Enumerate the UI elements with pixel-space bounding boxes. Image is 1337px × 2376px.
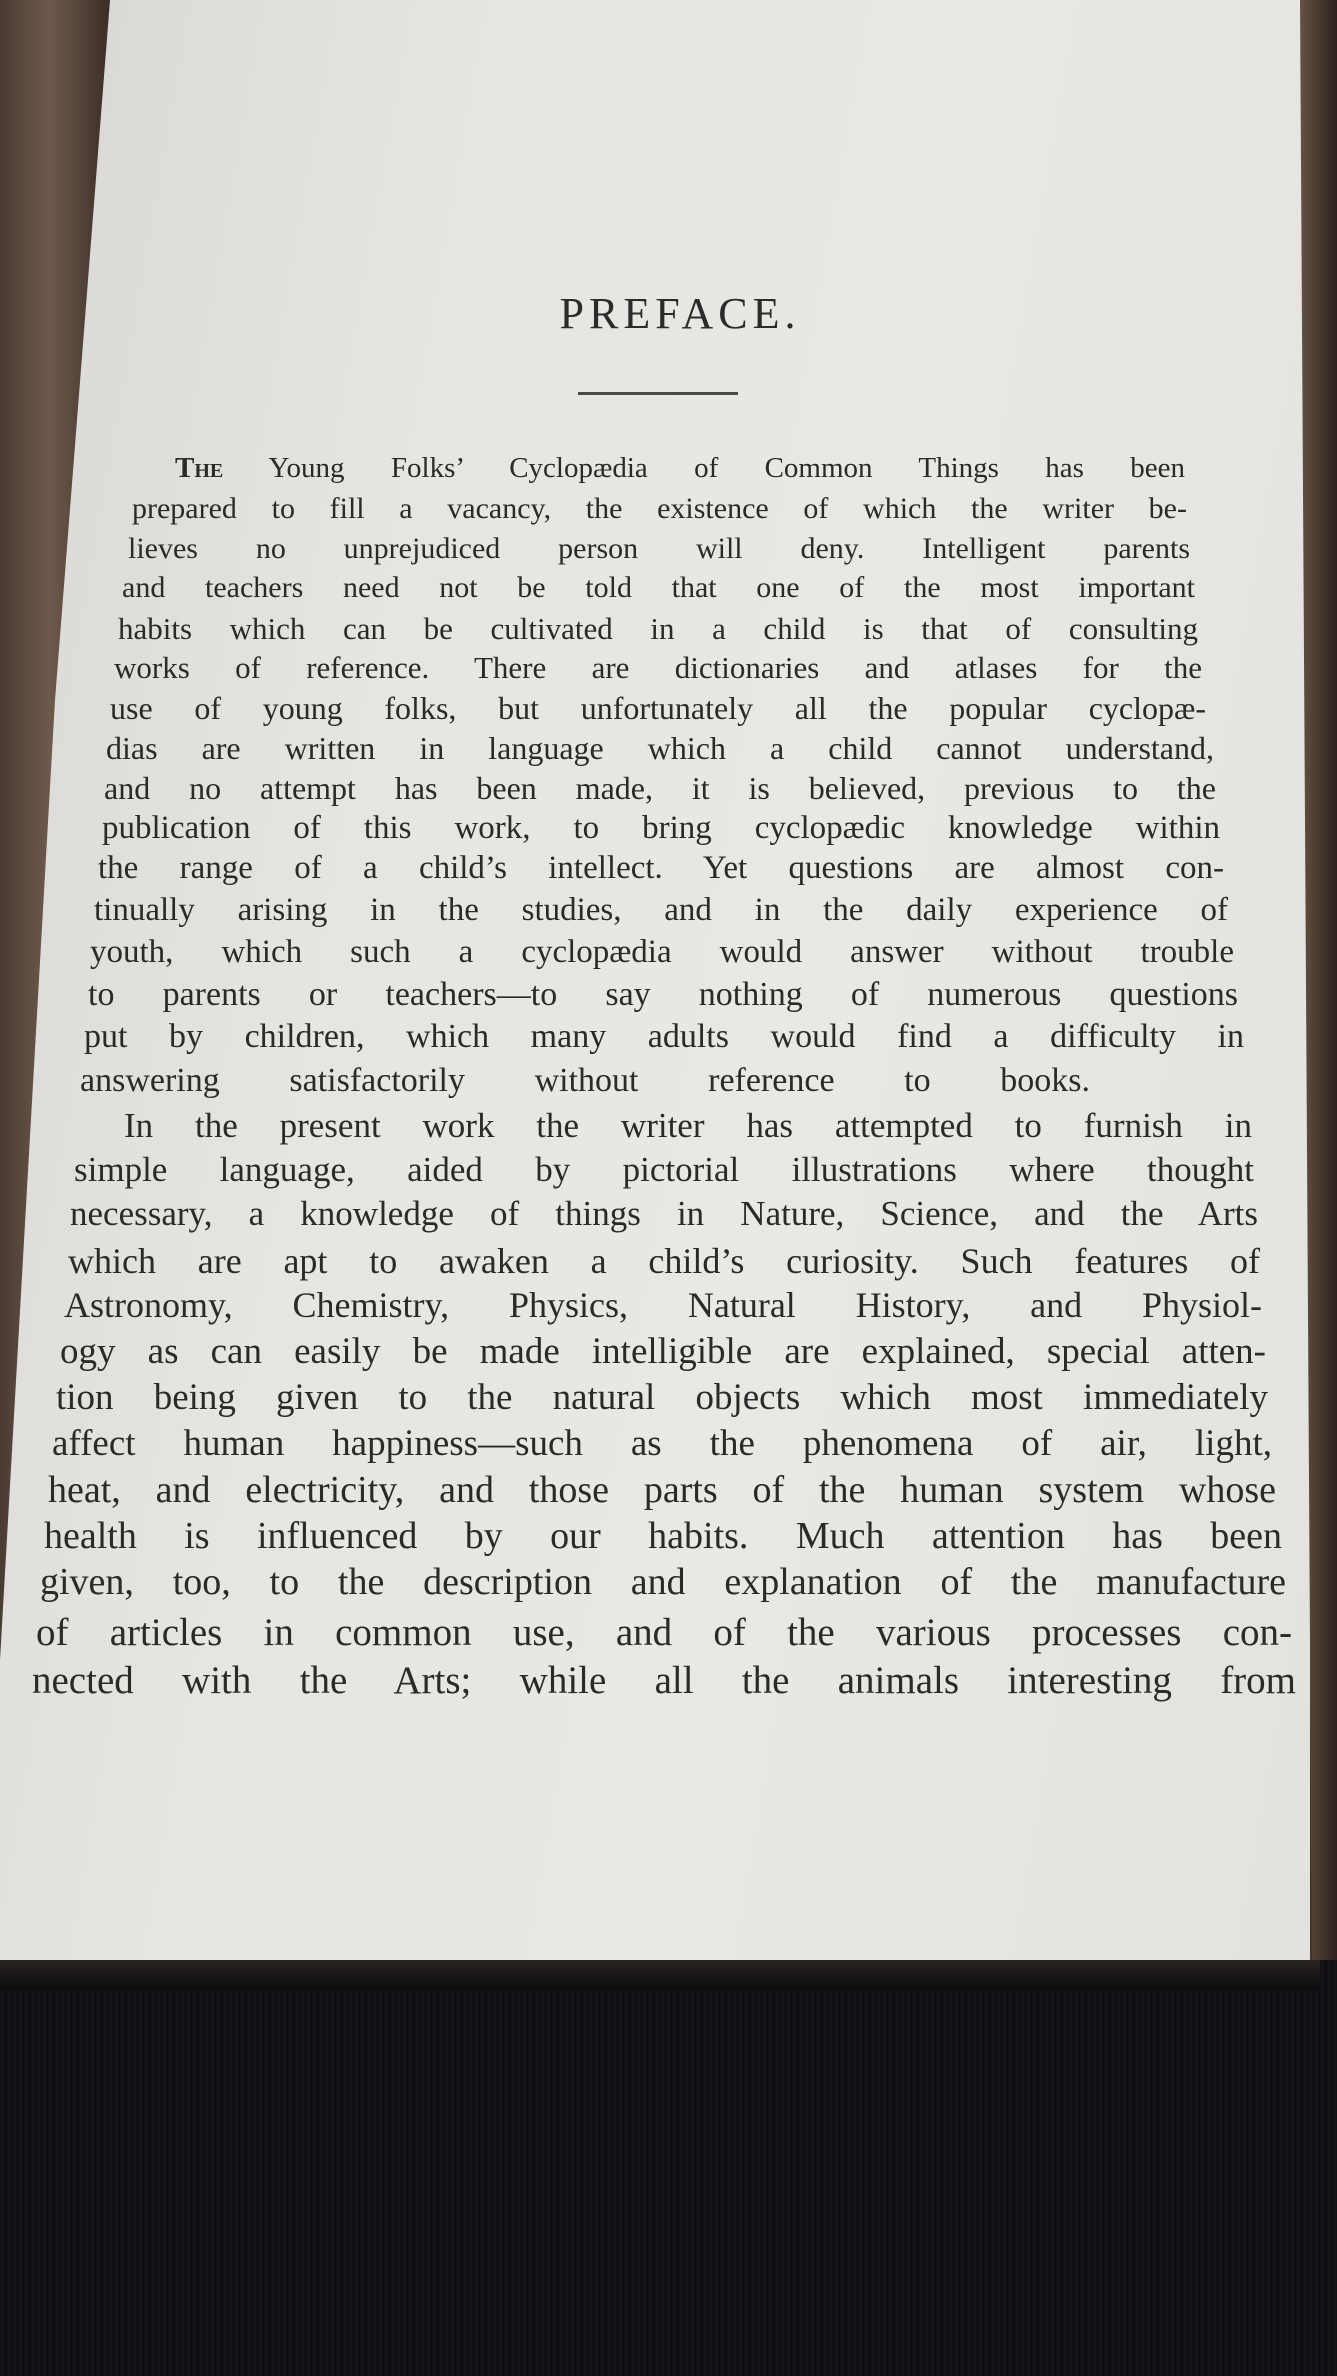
- table-cloth-background: [0, 1960, 1337, 2376]
- text-line: [102, 810, 1220, 847]
- line-text: necessary, a knowledge of things in Nature, Science, and the Arts: [70, 1194, 1258, 1233]
- line-text: given, too, to the description and explanation of the manufacture: [40, 1561, 1286, 1603]
- text-line: [36, 1610, 1292, 1655]
- text-line: [40, 1560, 1286, 1604]
- line-text: to parents or teachers—to say nothing of numerous questions: [88, 976, 1238, 1013]
- line-text: Young Folks’ Cyclopædia of Common Things has been: [223, 452, 1185, 484]
- text-line: [84, 1018, 1244, 1056]
- text-line: [106, 730, 1214, 767]
- line-text: the range of a child’s intellect. Yet questions are almost con-: [98, 850, 1224, 886]
- line-text: health is influenced by our habits. Much attention has been: [44, 1515, 1282, 1557]
- text-line: [175, 452, 1185, 485]
- text-line: [104, 770, 1216, 807]
- text-line: [48, 1468, 1276, 1512]
- text-line: [132, 492, 1187, 526]
- line-text: dias are written in language which a child cannot understand,: [106, 730, 1214, 766]
- text-line: [114, 650, 1202, 686]
- text-line: [118, 611, 1198, 647]
- line-text: Astronomy, Chemistry, Physics, Natural History, and Physiol-: [64, 1285, 1262, 1325]
- text-line: [32, 1658, 1296, 1703]
- text-line: [64, 1284, 1262, 1326]
- text-line: [128, 532, 1190, 566]
- text-line: [124, 1106, 1252, 1146]
- line-text: lieves no unprejudiced person will deny. Intelligent parents: [128, 532, 1190, 565]
- line-text: simple language, aided by pictorial illustrations where thought: [74, 1150, 1254, 1189]
- line-text: use of young folks, but unfortunately all the popular cyclopæ-: [110, 690, 1206, 726]
- line-text: In the present work the writer has attempted to furnish in: [124, 1106, 1252, 1145]
- title-rule: [578, 392, 738, 395]
- line-text: affect human happiness—such as the phenomena of air, light,: [52, 1423, 1272, 1464]
- page-title: PREFACE.: [559, 289, 801, 338]
- text-line: [94, 892, 1228, 929]
- line-text: publication of this work, to bring cyclopædic knowledge within: [102, 810, 1220, 846]
- text-line: [80, 1062, 1090, 1100]
- line-text: put by children, which many adults would find a difficulty in: [84, 1018, 1244, 1055]
- line-text: answering satisfactorily without reference to books.: [80, 1062, 1090, 1099]
- line-text: nected with the Arts; while all the animals interesting from: [32, 1659, 1296, 1702]
- text-line: [122, 571, 1195, 605]
- line-text: which are apt to awaken a child’s curiosity. Such features of: [68, 1241, 1260, 1281]
- text-line: [70, 1194, 1258, 1234]
- text-line: [110, 690, 1206, 727]
- line-text: works of reference. There are dictionaries and atlases for the: [114, 650, 1202, 685]
- line-text: and no attempt has been made, it is believed, previous to the: [104, 770, 1216, 806]
- text-line: [68, 1240, 1260, 1282]
- line-text: prepared to fill a vacancy, the existence of which the writer be-: [132, 492, 1187, 525]
- text-line: [52, 1422, 1272, 1465]
- line-text: heat, and electricity, and those parts of the human system whose: [48, 1469, 1276, 1511]
- text-line: [60, 1330, 1266, 1373]
- text-line: [98, 850, 1224, 887]
- text-line: [44, 1514, 1282, 1558]
- text-line: [88, 976, 1238, 1014]
- line-text: and teachers need not be told that one of the most important: [122, 571, 1195, 604]
- line-text: of articles in common use, and of the various processes con-: [36, 1611, 1292, 1654]
- text-line: [74, 1150, 1254, 1190]
- line-text: ogy as can easily be made intelligible are explained, special atten-: [60, 1331, 1266, 1372]
- text-line: [56, 1376, 1268, 1419]
- text-line: [90, 934, 1234, 971]
- page-bottom-shadow: [0, 1960, 1320, 1990]
- lead-word: The: [175, 452, 224, 484]
- line-text: youth, which such a cyclopædia would answer without trouble: [90, 934, 1234, 970]
- line-text: tinually arising in the studies, and in the daily experience of: [94, 892, 1228, 928]
- line-text: habits which can be cultivated in a child is that of consulting: [118, 611, 1198, 646]
- line-text: tion being given to the natural objects which most immediately: [56, 1377, 1268, 1418]
